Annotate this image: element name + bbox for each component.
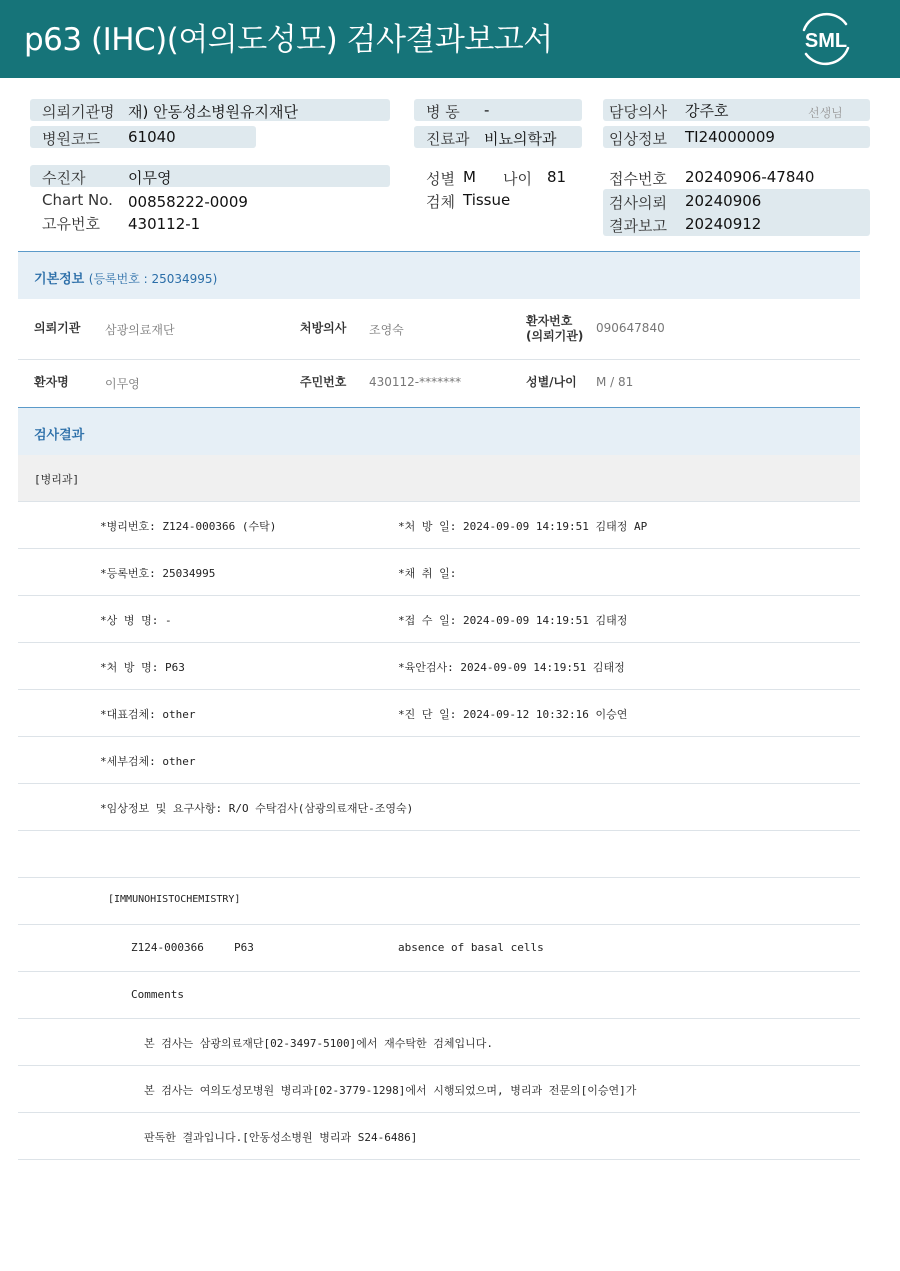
result-line-right: *진 단 일: 2024-09-12 10:32:16 이승연: [398, 708, 628, 721]
comment-row: [18, 1019, 860, 1066]
department-value: 비뇨의학과: [484, 130, 557, 148]
sexage-label: 성별/나이: [526, 375, 577, 389]
sml-logo: [796, 10, 856, 68]
result-line-left: *처 방 명: P63: [100, 661, 185, 674]
unique-no-value: 430112-1: [128, 215, 201, 233]
basic-info-subtitle: (등록번호 : 25034995): [88, 272, 218, 286]
result-line-row: [18, 784, 860, 831]
result-line-left: *임상정보 및 요구사항: R/O 수탁검사(삼광의료재단-조영숙): [100, 802, 414, 815]
ihc-marker: P63: [234, 941, 254, 954]
unique-no-label: 고유번호: [42, 215, 100, 233]
hospital-code-value: 61040: [128, 128, 176, 146]
age-label: 나이: [503, 170, 532, 188]
report-header: [0, 0, 900, 78]
result-line-right: *육안검사: 2024-09-09 14:19:51 김태정: [398, 661, 625, 674]
comment-text: 본 검사는 삼광의료재단[02-3497-5100]에서 재수탁한 검체입니다.: [144, 1037, 493, 1050]
request-label: 검사의뢰: [609, 194, 667, 212]
comments-label-row: [18, 972, 860, 1019]
clinical-info-value: TI24000009: [685, 128, 775, 146]
report-label: 결과보고: [609, 217, 667, 235]
patient-no-label-2: (의뢰기관): [526, 329, 584, 343]
dept-label: [병리과]: [34, 473, 80, 486]
institution-label: 의뢰기관명: [42, 103, 115, 121]
result-line-row: [18, 596, 860, 643]
blank-row: [18, 831, 860, 878]
logo-text: SML: [804, 30, 848, 52]
ihc-result: absence of basal cells: [398, 941, 544, 954]
basic-info-header: [18, 251, 860, 299]
report-title: p63 (IHC)(여의도성모) 검사결과보고서: [24, 22, 553, 58]
institution-value: 재) 안동성소병원유지재단: [128, 103, 299, 121]
result-line-right: *처 방 일: 2024-09-09 14:19:51 김태정 AP: [398, 520, 648, 533]
result-line-left: *상 병 명: -: [100, 614, 172, 627]
result-line-left: *등록번호: 25034995: [100, 567, 216, 580]
result-line-left: *병리번호: Z124-000366 (수탁): [100, 520, 277, 533]
chart-label: Chart No.: [42, 191, 113, 209]
resident-value: 430112-*******: [369, 375, 462, 389]
result-line-right: *채 취 일:: [398, 567, 457, 580]
result-line-left: *세부검체: other: [100, 755, 196, 768]
basic-info-row-2: [18, 360, 860, 408]
basic-info-row-1: [18, 299, 860, 360]
ward-label: 병 동: [426, 103, 460, 121]
result-line-row: [18, 690, 860, 737]
sex-value: M: [463, 168, 476, 186]
patient-label: 수진자: [42, 169, 86, 187]
ihc-result-row: [18, 925, 860, 972]
report-value: 20240912: [685, 215, 762, 233]
comment-text: 판독한 결과입니다.[안동성소병원 병리과 S24-6486]: [144, 1131, 418, 1144]
result-line-row: [18, 549, 860, 596]
doctor-label: 담당의사: [609, 103, 667, 121]
doctor-suffix: 선생님: [808, 106, 843, 120]
doctor-value: 강주호: [685, 102, 729, 120]
department-label: 진료과: [426, 130, 470, 148]
comment-row: [18, 1066, 860, 1113]
prescriber-label: 처방의사: [300, 321, 347, 335]
name-value: 이무영: [105, 377, 140, 391]
resident-label: 주민번호: [300, 375, 347, 389]
prescriber-value: 조영숙: [369, 323, 404, 337]
receipt-label: 접수번호: [609, 170, 667, 188]
result-line-row: [18, 502, 860, 549]
ward-value: -: [484, 101, 490, 119]
result-header: [18, 407, 860, 455]
name-label: 환자명: [34, 375, 69, 389]
comment-text: 본 검사는 여의도성모병원 병리과[02-3779-1298]에서 시행되었으며, 병리과 전문의[이승연]가: [144, 1084, 637, 1097]
chart-value: 00858222-0009: [128, 193, 248, 211]
clinical-info-label: 임상정보: [609, 130, 667, 148]
inst-value: 삼광의료재단: [105, 323, 175, 337]
sex-label: 성별: [426, 170, 455, 188]
patient-no-label: 환자번호: [526, 314, 573, 328]
receipt-value: 20240906-47840: [685, 168, 815, 186]
comments-label: Comments: [131, 988, 184, 1001]
hospital-code-label: 병원코드: [42, 130, 100, 148]
result-line-row: [18, 643, 860, 690]
result-title: 검사결과: [34, 428, 85, 443]
comment-row: [18, 1113, 860, 1160]
patient-no-value: 090647840: [596, 321, 665, 335]
basic-info-title: 기본정보 (등록번호 : 25034995): [34, 272, 218, 287]
ihc-header: [IMMUNOHISTOCHEMISTRY]: [108, 894, 241, 905]
specimen-value: Tissue: [463, 191, 511, 209]
specimen-label: 검체: [426, 193, 455, 211]
age-value: 81: [547, 168, 567, 186]
ihc-id: Z124-000366: [131, 941, 204, 954]
inst-label: 의뢰기관: [34, 321, 81, 335]
sexage-value: M / 81: [596, 375, 634, 389]
result-line-left: *대표검체: other: [100, 708, 196, 721]
ihc-header-row: [18, 878, 860, 925]
dept-row: [18, 455, 860, 502]
result-line-row: [18, 737, 860, 784]
patient-value: 이무영: [128, 169, 172, 187]
request-value: 20240906: [685, 192, 762, 210]
result-line-right: *접 수 일: 2024-09-09 14:19:51 김태정: [398, 614, 628, 627]
